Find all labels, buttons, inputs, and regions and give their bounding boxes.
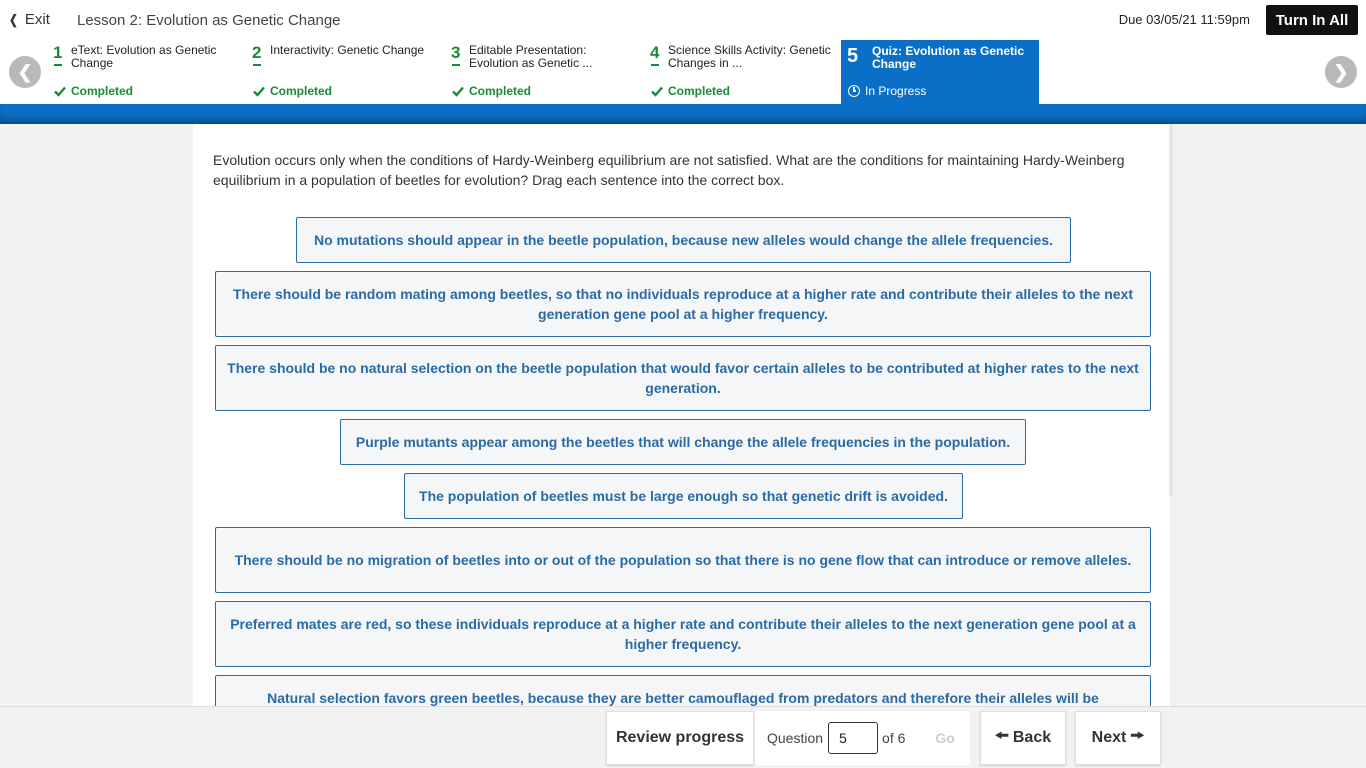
next-steps-button[interactable]	[1325, 56, 1357, 88]
step-3[interactable]	[445, 40, 643, 104]
question-text: Evolution occurs only when the conditions of Hardy-Weinberg equilibrium are not satisfied. What are the conditions for maintaining Hardy-Weinberg equilibrium in a population of beetles for evolution? Drag each sentence into the correct box.	[213, 152, 1125, 188]
review-progress-button[interactable]: Review progress	[606, 711, 754, 765]
go-button[interactable]: Go	[935, 730, 955, 746]
header-divider	[0, 104, 1366, 124]
draggable-option[interactable]: There should be no natural selection on the beetle population that would favor certain alleles to be contributed at higher rates to the next generation.	[215, 345, 1151, 411]
next-label: Next	[1091, 729, 1127, 746]
question-number-input[interactable]	[828, 722, 878, 754]
turn-in-all-button[interactable]: Turn In All	[1266, 5, 1358, 35]
checkmark-icon	[452, 85, 464, 97]
step-number: 2	[252, 43, 262, 62]
step-status	[848, 84, 926, 98]
checkmark-icon	[651, 85, 663, 97]
content-scrollbar[interactable]	[1169, 124, 1173, 496]
step-status	[452, 84, 531, 98]
back-label: Back	[1012, 729, 1052, 746]
draggable-option[interactable]: Preferred mates are red, so these individuals reproduce at a higher rate and contribute their alleles to the next generation gene pool at a higher frequency.	[215, 601, 1151, 667]
step-status-label: In Progress	[865, 84, 927, 98]
previous-steps-button[interactable]	[9, 56, 41, 88]
draggable-option[interactable]: There should be random mating among beetles, so that no individuals reproduce at a higher rate and contribute their alleles to the next generation gene pool at a higher frequency.	[215, 271, 1151, 337]
step-label: Quiz: Evolution as Genetic Change	[872, 44, 1025, 71]
footer-bar	[0, 706, 1366, 768]
step-status	[253, 84, 332, 98]
step-label: eText: Evolution as Genetic Change	[71, 43, 217, 70]
chevron-left-icon: ❮	[17, 61, 33, 82]
exit-label: Exit	[24, 11, 50, 28]
due-date: Due 03/05/21 11:59pm	[1118, 12, 1250, 27]
step-status	[54, 84, 133, 98]
step-status-label: Completed	[270, 84, 333, 98]
step-number: 1	[53, 43, 63, 62]
step-number-underline	[253, 64, 261, 66]
chevron-right-icon: ❯	[1333, 61, 1349, 82]
step-1[interactable]	[47, 40, 245, 104]
step-status-label: Completed	[668, 84, 731, 98]
step-label: Interactivity: Genetic Change	[270, 43, 425, 57]
draggable-option[interactable]: There should be no migration of beetles into or out of the population so that there is no gene flow that can introduce or remove alleles.	[215, 527, 1151, 593]
question-panel	[193, 124, 1170, 708]
checkmark-icon	[253, 85, 265, 97]
arrow-right-icon: 🠚	[1130, 727, 1145, 745]
step-status	[651, 84, 730, 98]
step-status-label: Completed	[71, 84, 134, 98]
step-number-underline	[54, 64, 62, 66]
next-button[interactable]	[1075, 711, 1161, 765]
step-5[interactable]	[841, 40, 1039, 104]
draggable-option[interactable]: No mutations should appear in the beetle population, because new alleles would change the allele frequencies.	[296, 217, 1071, 263]
clock-icon	[848, 85, 860, 97]
back-button[interactable]	[980, 711, 1066, 765]
top-bar	[0, 0, 1366, 40]
step-2[interactable]	[246, 40, 444, 104]
step-number: 4	[650, 43, 660, 62]
draggable-option[interactable]: Purple mutants appear among the beetles that will change the allele frequencies in the population.	[340, 419, 1026, 465]
step-number: 3	[451, 43, 461, 62]
step-number: 5	[847, 45, 859, 67]
step-4[interactable]	[644, 40, 842, 104]
draggable-option[interactable]: Natural selection favors green beetles, because they are better camouflaged from predators and therefore their alleles will be	[215, 675, 1151, 708]
question-navigator	[755, 711, 970, 765]
chevron-left-icon: ❮	[9, 11, 18, 27]
checkmark-icon	[54, 85, 66, 97]
question-total: of 6	[882, 730, 906, 746]
step-number-underline	[651, 64, 659, 66]
step-navigation	[0, 40, 1366, 104]
exit-button[interactable]	[8, 11, 50, 28]
lesson-title: Lesson 2: Evolution as Genetic Change	[77, 12, 341, 29]
step-number-underline	[452, 64, 460, 66]
step-label: Editable Presentation: Evolution as Genetic ...	[469, 43, 593, 70]
draggable-option[interactable]: The population of beetles must be large enough so that genetic drift is avoided.	[404, 473, 963, 519]
question-label: Question	[767, 730, 824, 746]
step-status-label: Completed	[469, 84, 532, 98]
step-label: Science Skills Activity: Genetic Changes in ...	[668, 43, 831, 70]
arrow-left-icon: 🠘	[994, 727, 1009, 745]
